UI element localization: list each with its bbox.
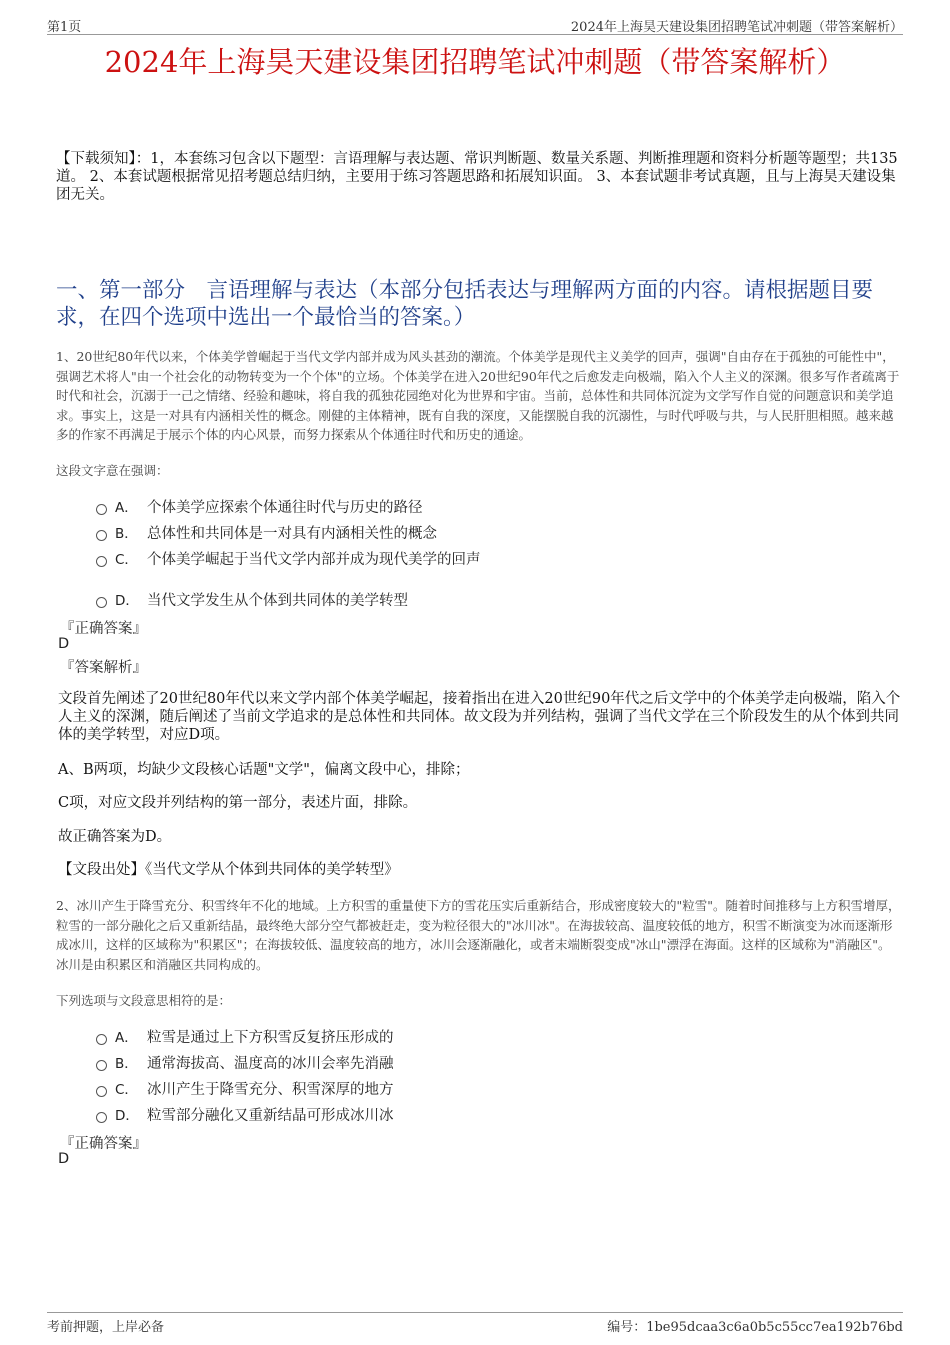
q1-analysis-paragraph: 文段首先阐述了20世纪80年代以来文学内部个体美学崛起，接着指出在进入20世纪90年代之后文学中的个体美学走向极端，陷入个人主义的深渊，随后阐述了当前文学追求的是总体性和共同体。故文段为并列结构，强调了当代文学在三个阶段发生的从个体到共同体的美学转型，对应D项。 [58, 691, 901, 743]
q2-answer: D [58, 1151, 70, 1167]
question-2-prompt: 下列选项与文段意思相符的是： [56, 993, 232, 1008]
page-header [47, 14, 903, 35]
radio-icon[interactable] [96, 1060, 107, 1071]
q1-analysis-c: C项，对应文段并列结构的第一部分，表述片面，排除。 [58, 795, 418, 811]
q1-option-d[interactable]: D． 当代文学发生从个体到共同体的美学转型 [96, 589, 408, 610]
q1-source: 【文段出处】《当代文学从个体到共同体的美学转型》 [58, 862, 399, 878]
q1-analysis-ab: A、B两项，均缺少文段核心话题"文学"，偏离文段中心，排除； [58, 762, 470, 778]
q1-analysis-label: 『答案解析』 [60, 660, 147, 676]
page-title: 2024年上海昊天建设集团招聘笔试冲刺题（带答案解析） [104, 45, 846, 79]
question-1-text: 1、20世纪80年代以来，个体美学曾崛起于当代文学内部并成为风头甚劲的潮流。个体美学是现代主义美学的回声，强调"自由存在于孤独的可能性中"，强调艺术将人"由一个社会化的动物转变为一个个体"的立场。个体美学在进入20世纪90年代之后愈发走向极端，陷入个人主义的深渊。很多写作者疏离于时代和社会，沉溺于一己之情绪、经验和趣味，将自我的孤独花园绝对化为世界和宇宙。当前，总体性和共同体沉淀为文学写作自觉的问题意识和美学追求。事实上，这是一对具有内涵相关性的概念。刚健的主体精神，既有自我的深度，又能摆脱自我的沉溺性，与时代呼吸与共，与人民肝胆相照。越来越多的作家不再满足于展示个体的内心风景，而努力探索从个体通往时代和历史的通途。 [56, 349, 900, 442]
section-heading: 一、第一部分 言语理解与表达（本部分包括表达与理解两方面的内容。请根据题目要求，在四个选项中选出一个最恰当的答案。） [56, 278, 874, 330]
radio-icon[interactable] [96, 1112, 107, 1123]
radio-icon[interactable] [96, 530, 107, 541]
footer-slogan: 考前押题，上岸必备 [47, 1320, 165, 1335]
q2-answer-label: 『正确答案』 [60, 1136, 147, 1152]
page-footer [47, 1312, 903, 1333]
q2-option-a[interactable]: A． 粒雪是通过上下方积雪反复挤压形成的 [96, 1026, 394, 1047]
q2-option-d[interactable]: D． 粒雪部分融化又重新结晶可形成冰川冰 [96, 1104, 394, 1125]
radio-icon[interactable] [96, 597, 107, 608]
q2-option-c[interactable]: C． 冰川产生于降雪充分、积雪深厚的地方 [96, 1078, 394, 1099]
radio-icon[interactable] [96, 1086, 107, 1097]
radio-icon[interactable] [96, 556, 107, 567]
q2-option-b[interactable]: B． 通常海拔高、温度高的冰川会率先消融 [96, 1052, 394, 1073]
q1-option-c[interactable]: C． 个体美学崛起于当代文学内部并成为现代美学的回声 [96, 548, 481, 569]
question-1-prompt: 这段文字意在强调： [56, 463, 169, 478]
q1-answer-label: 『正确答案』 [60, 621, 147, 637]
q1-answer: D [58, 636, 70, 652]
question-2-text: 2、冰川产生于降雪充分、积雪终年不化的地域。上方积雪的重量使下方的雪花压实后重新结合，形成密度较大的"粒雪"。随着时间推移与上方积雪增厚，粒雪的一部分融化之后又重新结晶，最终绝大部分空气都被赶走，变为粒径很大的"冰川冰"。在海拔较高、温度较低的地方，积雪不断演变为冰而逐渐形成冰川，这样的区域称为"积累区"；在海拔较低、温度较高的地方，冰川会逐渐融化，或者末端断裂变成"冰山"漂浮在海面。这样的区域称为"消融区"。冰川是由积累区和消融区共同构成的。 [56, 898, 901, 972]
q1-analysis-conclusion: 故正确答案为D。 [58, 829, 172, 845]
q1-option-b[interactable]: B． 总体性和共同体是一对具有内涵相关性的概念 [96, 522, 437, 543]
radio-icon[interactable] [96, 504, 107, 515]
page-number: 第1页 [47, 20, 82, 35]
footer-serial: 编号：1be95dcaa3c6a0b5c55cc7ea192b76bd [607, 1320, 903, 1335]
header-doc-title: 2024年上海昊天建设集团招聘笔试冲刺题（带答案解析） [570, 20, 903, 35]
radio-icon[interactable] [96, 1034, 107, 1045]
download-notice: 【下载须知】：1，本套练习包含以下题型：言语理解与表达题、常识判断题、数量关系题、判断推理题和资料分析题等题型；共135道。 2、本套试题根据常见招考题总结归纳，主要用于练习答题思路和拓展知识面。 3、本套试题非考试真题，且与上海昊天建设集团无关。 [56, 151, 898, 203]
q1-option-a[interactable]: A． 个体美学应探索个体通往时代与历史的路径 [96, 496, 423, 517]
